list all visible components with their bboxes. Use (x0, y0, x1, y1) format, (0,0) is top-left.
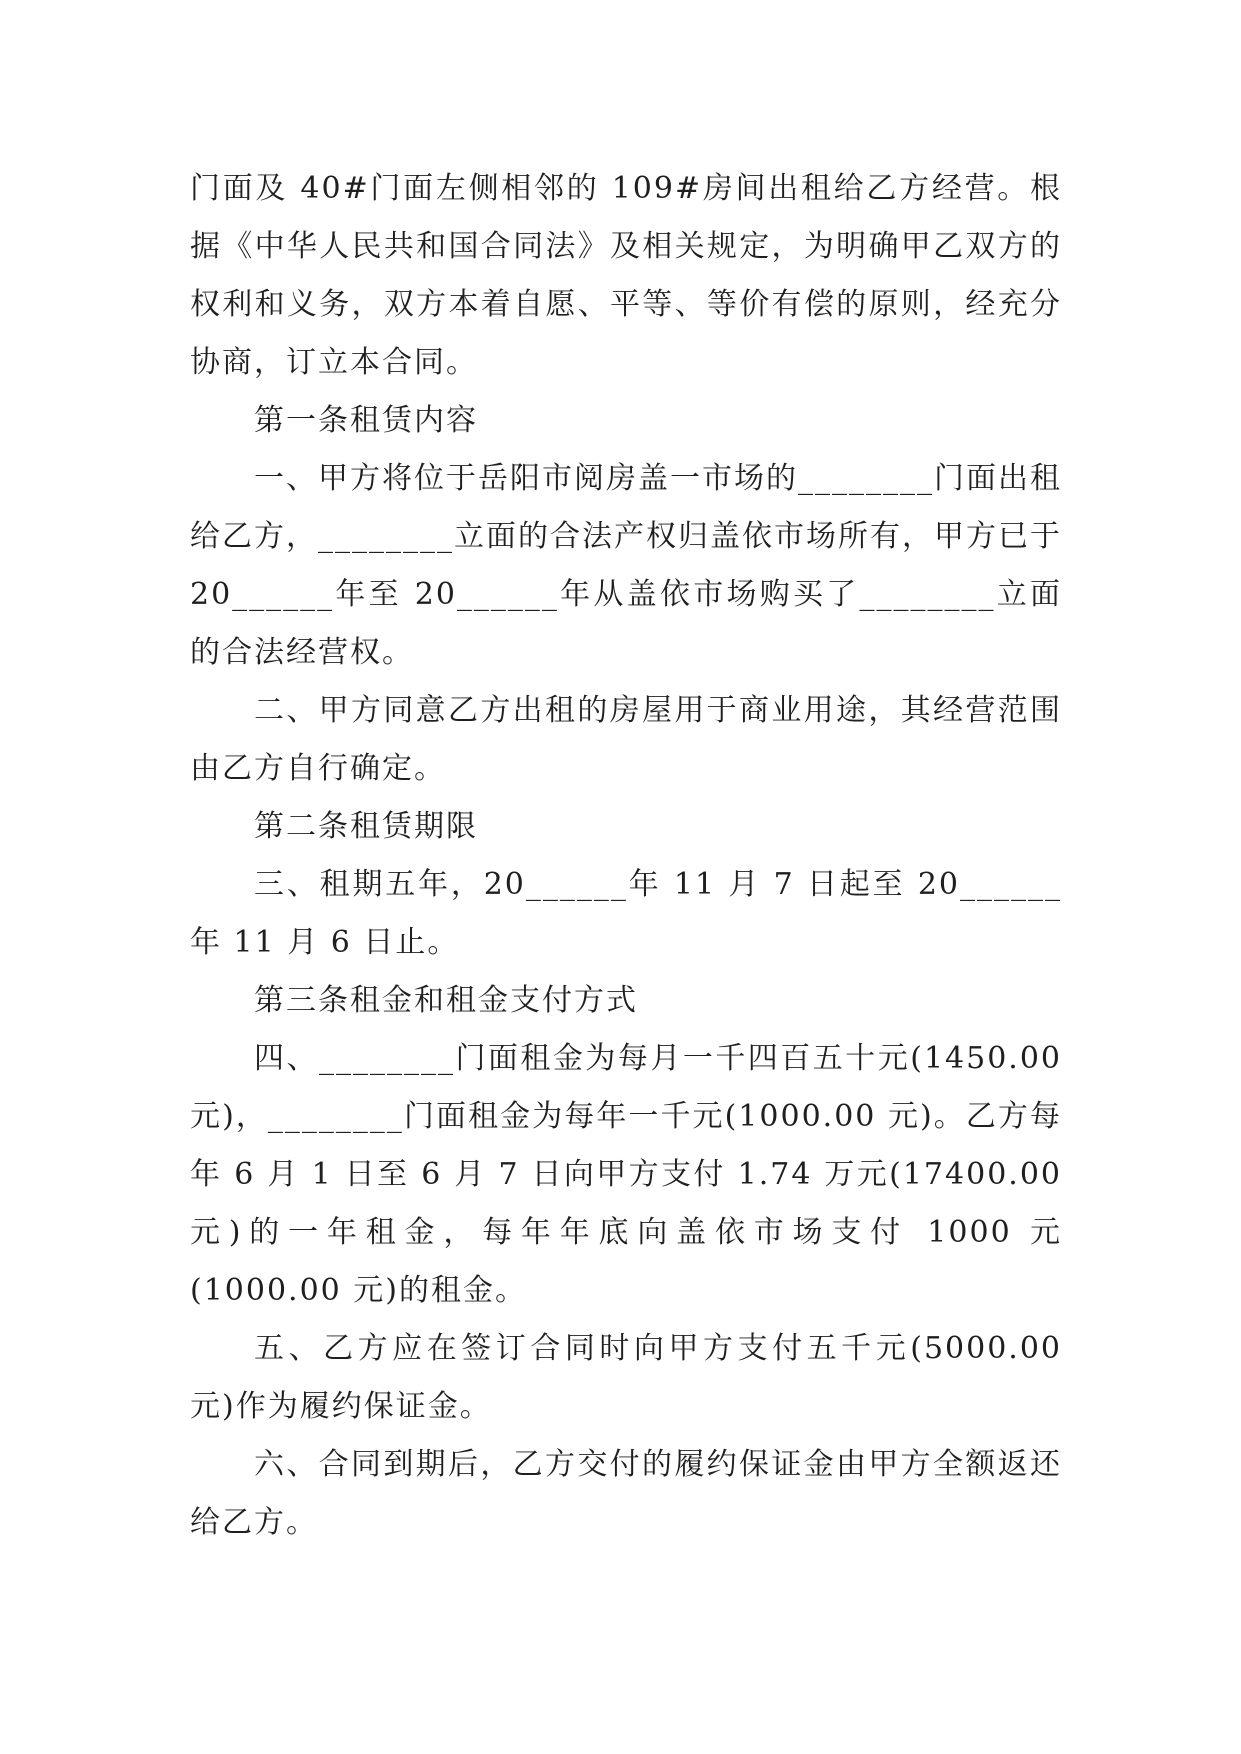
clause-2: 二、甲方同意乙方出租的房屋用于商业用途，其经营范围由乙方自行确定。 (190, 693, 1062, 786)
document-body (190, 160, 1062, 1552)
clause-1: 一、甲方将位于岳阳市阅房盖一市场的________门面出租给乙方，________立面的合法产权归盖依市场所有，甲方已于 20______年至 20______年从盖依市场购买了________立面的合法经营权。 (190, 461, 1062, 670)
paragraph-intro: 门面及 40#门面左侧相邻的 109#房间出租给乙方经营。根据《中华人民共和国合同法》及相关规定，为明确甲乙双方的权利和义务，双方本着自愿、平等、等价有偿的原则，经充分协商，订立本合同。 (190, 171, 1062, 380)
article-heading-2: 第二条租赁期限 (254, 809, 478, 844)
clause-4: 四、________门面租金为每月一千四百五十元(1450.00 元)，________门面租金为每年一千元(1000.00 元)。乙方每年 6 月 1 日至 6 月 7 日向甲方支付 1.74 万元(17400.00 元)的一年租金，每年年底向盖依市场支付 1000 元(1000.00 元)的租金。 (190, 1041, 1062, 1308)
clause-5: 五、乙方应在签订合同时向甲方支付五千元(5000.00 元)作为履约保证金。 (190, 1331, 1062, 1424)
clause-3: 三、租期五年，20______年 11 月 7 日起至 20______年 11 月 6 日止。 (190, 867, 1062, 960)
article-heading-1: 第一条租赁内容 (254, 403, 478, 438)
clause-6: 六、合同到期后，乙方交付的履约保证金由甲方全额返还给乙方。 (190, 1447, 1062, 1540)
article-heading-3: 第三条租金和租金支付方式 (254, 983, 638, 1018)
